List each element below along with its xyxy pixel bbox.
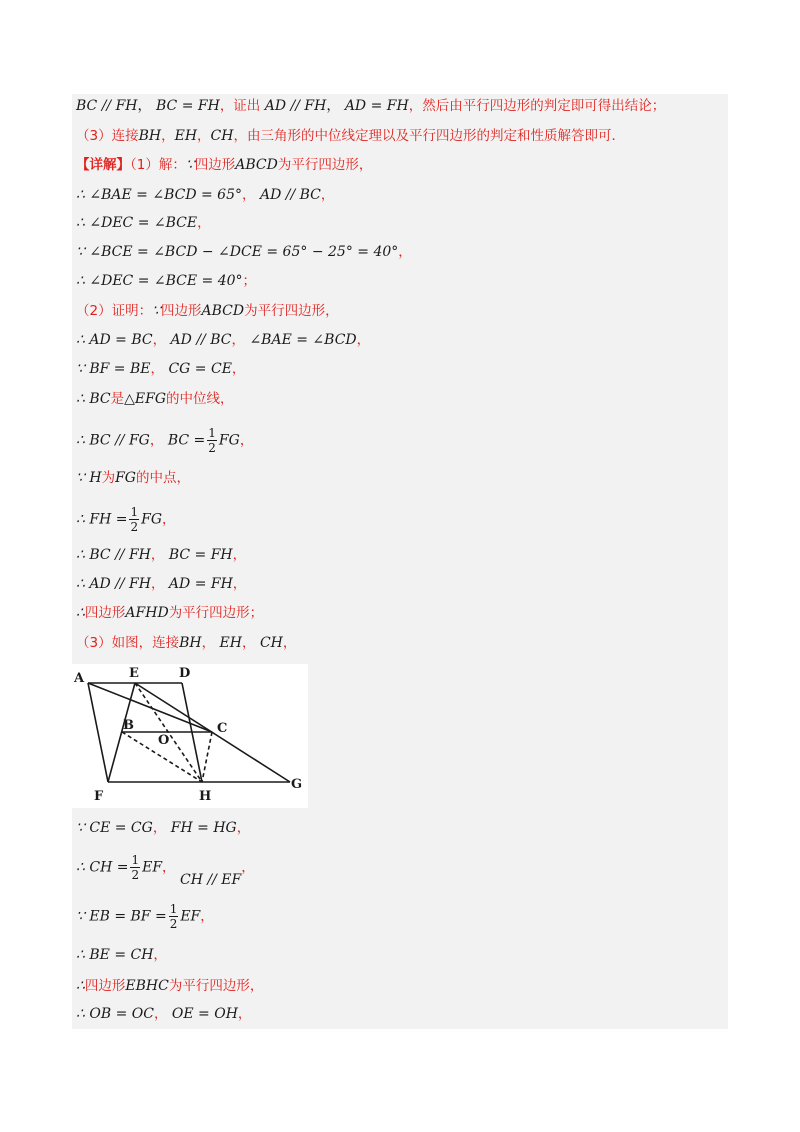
- punctuation: ，: [239, 432, 254, 449]
- math-symbol: ∵: [185, 157, 195, 173]
- math-expr: ∴ ∠DEC = ∠BCE = 40°: [76, 273, 243, 289]
- punctuation: ，: [232, 576, 247, 592]
- math-expr: CG = CE: [168, 361, 232, 377]
- math-expr: ∴ CH =: [76, 859, 129, 876]
- math-expr: AD = FH: [344, 98, 409, 114]
- text-fragment: 的中点，: [135, 470, 190, 486]
- punctuation: ，: [282, 635, 297, 651]
- geometry-diagram: [72, 664, 308, 808]
- punctuation: ，: [237, 1006, 252, 1022]
- text-line-5: [76, 213, 211, 233]
- punctuation: ，: [162, 511, 176, 528]
- text-line-18: [76, 633, 296, 653]
- fraction: [207, 426, 217, 455]
- text-line-6: [76, 242, 412, 262]
- punctuation: ，: [232, 547, 247, 563]
- segment-ac: [88, 683, 212, 732]
- punctuation: ，: [200, 908, 214, 925]
- punctuation: ，: [320, 187, 335, 203]
- text-line-8: [76, 301, 339, 321]
- text-fragment: （3）如图，连接: [76, 635, 180, 651]
- punctuation: ，: [326, 98, 341, 114]
- label-h: H: [199, 789, 212, 804]
- math-expr: ∴ AD // FH: [76, 576, 151, 592]
- math-expr: ∴ FH =: [76, 511, 128, 528]
- math-expr: ∴ ∠BAE = ∠BCD = 65°: [76, 187, 242, 203]
- math-expr: FH = HG: [170, 820, 237, 836]
- math-expr: ∴ AD = BC: [76, 332, 153, 348]
- punctuation: ，: [356, 332, 371, 348]
- label-e: E: [129, 666, 139, 681]
- math-expr: AD = FH: [168, 576, 233, 592]
- math-expr: EF: [142, 859, 163, 876]
- segment-ch: [202, 732, 212, 782]
- math-expr: BC = FH: [155, 98, 220, 114]
- math-expr: BC =: [167, 432, 206, 449]
- math-expr: AD // BC: [259, 187, 321, 203]
- math-expr: ∴ BC: [76, 391, 111, 407]
- math-expr: ∴ OB = OC: [76, 1006, 154, 1022]
- text-line-9: [76, 330, 370, 350]
- punctuation: ，: [241, 859, 255, 876]
- punctuation: ，: [162, 859, 176, 876]
- text-fragment: （2）证明：: [76, 303, 153, 319]
- text-fragment: 四边形: [84, 978, 126, 994]
- text-line-4: [76, 185, 334, 205]
- math-expr: ABCD: [201, 303, 245, 319]
- text-fragment: 是: [110, 391, 125, 407]
- punctuation: ；: [242, 273, 257, 289]
- math-expr: ∴ ∠DEC = ∠BCE: [76, 215, 198, 231]
- math-expr: CH: [259, 635, 283, 651]
- label-o: O: [158, 733, 170, 748]
- punctuation: ，: [152, 820, 167, 836]
- label-f: F: [94, 789, 104, 804]
- text-fragment: 为平行四边形，: [244, 303, 339, 319]
- text-fragment: （3）连接: [76, 128, 139, 144]
- math-expr: EF: [180, 908, 201, 925]
- text-line-11: [76, 389, 234, 409]
- text-line-12: [76, 426, 253, 455]
- math-expr: FG: [218, 432, 240, 449]
- math-expr: CH: [210, 128, 234, 144]
- math-symbol: ∴: [76, 605, 85, 621]
- text-line-23: [76, 976, 263, 996]
- punctuation: ，: [197, 215, 211, 231]
- text-line-15: [76, 545, 246, 565]
- punctuation: ，: [137, 98, 152, 114]
- math-symbol: ∴: [76, 978, 85, 994]
- segment-af: [88, 683, 108, 782]
- math-expr: FG: [141, 511, 163, 528]
- math-expr: BH: [138, 128, 162, 144]
- math-expr: ∵ H: [76, 470, 102, 486]
- punctuation: ，: [201, 635, 216, 651]
- text-fragment: 为平行四边形，: [277, 157, 373, 173]
- fraction-denominator: 2: [130, 520, 139, 534]
- math-expr: ∵ CE = CG: [76, 820, 153, 836]
- text-line-19: [76, 818, 250, 838]
- label-g: G: [291, 777, 303, 792]
- text-fragment: 四边形: [161, 303, 202, 319]
- text-fragment: 为平行四边形，: [168, 978, 264, 994]
- punctuation: ，: [241, 635, 256, 651]
- math-expr: BC = FH: [168, 547, 233, 563]
- text-fragment: ，证出: [219, 98, 261, 114]
- text-fragment: 四边形: [194, 157, 236, 173]
- math-expr: ∵ ∠BCE = ∠BCD − ∠DCE = 65° − 25° = 40°: [76, 244, 399, 260]
- text-line-10: [76, 359, 245, 379]
- text-line-1: [76, 96, 665, 116]
- text-line-22: [76, 945, 167, 965]
- punctuation: ，: [152, 332, 167, 348]
- math-expr: △EFG: [124, 391, 167, 407]
- section-heading: 【详解】: [76, 157, 130, 173]
- math-expr: ∴ BE = CH: [76, 947, 154, 963]
- punctuation: ，: [150, 576, 165, 592]
- text-fragment: 的中位线，: [166, 391, 234, 407]
- math-expr: EBHC: [125, 978, 169, 994]
- punctuation: ，: [149, 432, 164, 449]
- text-line-14: [76, 505, 176, 534]
- math-expr: ∴ BC // FG: [76, 432, 150, 449]
- punctuation: ，: [236, 820, 251, 836]
- math-expr: AD // BC: [170, 332, 232, 348]
- geometry-figure: [72, 664, 308, 808]
- math-expr: ∵ BF = BE: [76, 361, 151, 377]
- fraction-denominator: 2: [131, 868, 140, 882]
- label-a: A: [74, 671, 85, 686]
- math-expr: FG: [115, 470, 136, 486]
- fraction: [130, 853, 140, 882]
- math-expr: ∴ BC // FH: [76, 547, 151, 563]
- punctuation: ，: [398, 244, 412, 260]
- math-expr: AD // FH: [264, 98, 327, 114]
- punctuation: ，: [150, 361, 164, 377]
- text-line-20: [76, 853, 255, 888]
- punctuation: ，: [153, 1006, 168, 1022]
- math-expr: EH: [174, 128, 198, 144]
- math-expr: ∠BAE = ∠BCD: [249, 332, 357, 348]
- math-expr: AFHD: [125, 605, 169, 621]
- fraction: [129, 505, 139, 534]
- punctuation: ，: [242, 187, 256, 203]
- punctuation: ，: [150, 547, 165, 563]
- text-fragment: 四边形: [84, 605, 126, 621]
- label-d: D: [179, 666, 191, 681]
- punctuation: ，: [161, 128, 175, 144]
- fraction-numerator: 1: [169, 902, 178, 916]
- text-line-3: [76, 155, 372, 175]
- fraction-numerator: 1: [130, 505, 139, 519]
- math-expr: BC // FH: [76, 98, 138, 114]
- fraction: [169, 902, 179, 931]
- text-fragment: 为: [101, 470, 116, 486]
- text-line-2: [76, 126, 625, 146]
- text-fragment: ，由三角形的中位线定理以及平行四边形的判定和性质解答即可．: [233, 128, 625, 144]
- math-symbol: ∵: [152, 303, 162, 319]
- label-b: B: [123, 718, 134, 733]
- math-expr: EH: [219, 635, 242, 651]
- text-line-17: [76, 603, 263, 623]
- text-line-24: [76, 1004, 251, 1024]
- fraction-numerator: 1: [208, 426, 216, 440]
- text-line-13: [76, 468, 190, 488]
- punctuation: ，: [153, 947, 167, 963]
- math-expr: ABCD: [235, 157, 278, 173]
- math-expr: ∵ EB = BF =: [76, 908, 167, 925]
- text-line-7: [76, 271, 256, 291]
- fraction-numerator: 1: [131, 853, 140, 867]
- text-line-21: [76, 902, 214, 931]
- text-line-16: [76, 574, 246, 594]
- text-fragment: （1）解：: [130, 157, 186, 173]
- math-expr: OE = OH: [171, 1006, 238, 1022]
- text-fragment: 为平行四边形；: [168, 605, 264, 621]
- text-fragment: ，然后由平行四边形的判定即可得出结论；: [408, 98, 666, 114]
- fraction-denominator: 2: [208, 441, 216, 455]
- fraction-denominator: 2: [169, 917, 178, 931]
- punctuation: ，: [231, 361, 246, 377]
- punctuation: ，: [231, 332, 245, 348]
- math-expr: CH // EF: [180, 871, 242, 888]
- label-c: C: [217, 721, 228, 736]
- math-expr: BH: [179, 635, 202, 651]
- punctuation: ，: [197, 128, 211, 144]
